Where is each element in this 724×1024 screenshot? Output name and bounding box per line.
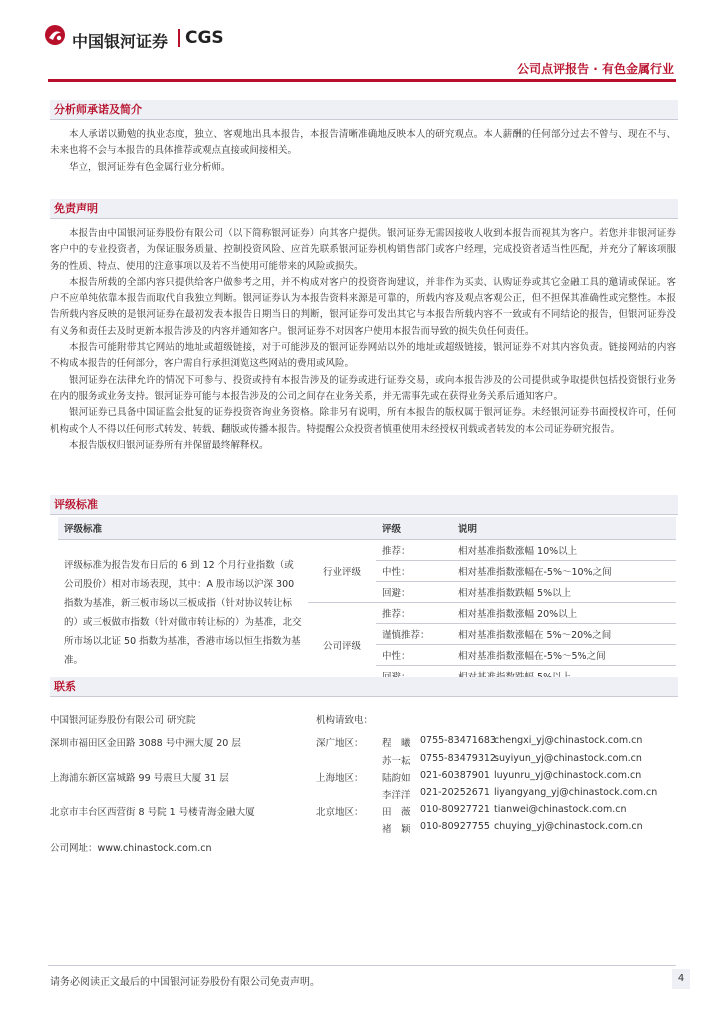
contact-email[interactable]: liyangyang_yj@chinastock.com.cn (494, 787, 658, 798)
contact-phone: 0755-83479312 (420, 753, 496, 764)
header-rule (48, 79, 676, 82)
rating-description: 评级标准为报告发布日后的 6 到 12 个月行业指数（或公司股价）相对市场表现，其中：A 股市场以沪深 300 指数为基准，新三板市场以三板成指（针对协议转让标的）或三板做市指数（针对做市转让标的）为基准，北交所市场以北证 50 指数为基准，香港市场以恒生指数为基准。 (64, 560, 302, 667)
disclaimer-paragraph: 本报告所载的全部内容只提供给客户做参考之用，并不构成对客户的投资咨询建议，并非作为买卖、认购证券或其它金融工具的邀请或保证。客户不应单纯依靠本报告而取代自我独立判断。银河证券认为本报告资料来源是可靠的，所载内容及观点客观公正，但不担保其准确性或完整性。本报告所载内容反映的是银河证券在最初发表本报告日期当日的判断，银河证券可发出其它与本报告所载内容不一致或有不同结论的报告，但银河证券没有义务和责任去及时更新本报告涉及的内容并通知客户。银河证券不对因客户使用本报告而导致的损失负任何责任。 (50, 276, 676, 337)
col-rating: 评级 (376, 517, 452, 540)
disclaimer-paragraph: 本报告由中国银河证券股份有限公司（以下简称银河证券）向其客户提供。银河证券无需因接收人收到本报告而视其为客户。若您并非银河证券客户中的专业投资者，为保证服务质量、控制投资风险、应首先联系银河证券机构销售部门或客户经理，完成投资者适当性匹配，并充分了解该项服务的性质、特点、使用的注意事项以及若不当使用可能带来的风险或损失。 (50, 228, 676, 272)
logo-text-en: CGS (185, 28, 224, 48)
region-shenzhen: 深广地区： (316, 738, 364, 749)
company-name: 中国银河证券股份有限公司 研究院 (50, 715, 196, 726)
sales-title: 机构请致电： (316, 715, 374, 726)
rating-desc: 相对基准指数涨幅在-5%～10%之间 (452, 561, 676, 582)
contact-phone: 021-60387901 (420, 770, 490, 781)
rating-level: 中性： (376, 645, 452, 666)
rating-level: 推荐： (376, 540, 452, 561)
section-heading-contact: 联系 (50, 677, 678, 697)
section-heading-rating: 评级标准 (50, 495, 678, 515)
analyst-text (50, 127, 676, 176)
disclaimer-text (50, 226, 676, 454)
disclaimer-paragraph: 本报告可能附带其它网站的地址或超级链接，对于可能涉及的银河证券网站以外的地址或超级链接，银河证券不对其内容负责。链接网站的内容不构成本报告的任何部分，客户需自行承担浏览这些网站的费用或风险。 (50, 342, 676, 370)
contact-phone: 010-80927721 (420, 804, 490, 815)
section-heading-analyst: 分析师承诺及简介 (50, 100, 678, 120)
region-beijing: 北京地区： (316, 807, 364, 818)
address-shenzhen: 深圳市福田区金田路 3088 号中洲大厦 20 层 (50, 738, 241, 749)
col-standard: 评级标准 (58, 517, 308, 540)
contact-name: 苏一耘 (382, 756, 411, 767)
logo-divider (178, 29, 180, 47)
table-row (58, 540, 676, 561)
footer-disclaimer: 请务必阅读正文最后的中国银河证券股份有限公司免责声明。 (50, 977, 320, 988)
address-beijing: 北京市丰台区西营街 8 号院 1 号楼青海金融大厦 (50, 807, 255, 818)
contact-email[interactable]: chuying_yj@chinastock.com.cn (494, 821, 643, 832)
rating-level: 谨慎推荐： (376, 624, 452, 645)
rating-desc: 相对基准指数跌幅 5%以上 (452, 582, 676, 603)
report-type: 公司点评报告 · 有色金属行业 (517, 62, 674, 76)
contact-phone: 0755-83471683 (420, 735, 496, 746)
contact-name: 田 薇 (382, 807, 411, 818)
contact-name: 陆韵如 (382, 773, 411, 784)
contact-phone: 010-80927755 (420, 821, 490, 832)
disclaimer-paragraph: 本报告版权归银河证券所有并保留最终解释权。 (69, 439, 269, 451)
logo-text-cn: 中国银河证券 (72, 32, 169, 51)
rating-desc: 相对基准指数涨幅 20%以上 (452, 603, 676, 624)
disclaimer-paragraph: 银河证券在法律允许的情况下可参与、投资或持有本报告涉及的证券或进行证券交易，或向本报告涉及的公司提供或争取提供包括投资银行业务在内的服务或业务支持。银河证券可能与本报告涉及的公司之间存在业务关系，并无需事先或在获得业务关系后通知客户。 (50, 374, 676, 402)
contact-name: 程 曦 (382, 738, 411, 749)
brand-logo-icon (44, 24, 66, 46)
contact-name: 李洋洋 (382, 790, 411, 801)
contact-email[interactable]: suyiyun_yj@chinastock.com.cn (494, 753, 642, 764)
rating-desc: 相对基准指数涨幅 10%以上 (452, 540, 676, 561)
region-shanghai: 上海地区： (316, 773, 364, 784)
category-company: 公司评级 (308, 603, 376, 687)
disclaimer-paragraph: 银河证券已具备中国证监会批复的证券投资咨询业务资格。除非另有说明，所有本报告的版权属于银河证券。未经银河证券书面授权许可，任何机构或个人不得以任何形式转发、转载、翻版或传播本报告。特提醒公众投资者慎重使用未经授权刊载或者转发的本公司证券研究报告。 (50, 407, 676, 435)
footer-rule (48, 965, 676, 966)
analyst-statement: 本人承诺以勤勉的执业态度，独立、客观地出具本报告，本报告清晰准确地反映本人的研究观点。本人薪酬的任何部分过去不曾与、现在不与、未来也将不会与本报告的具体推荐或观点直接或间接相关。 (50, 129, 676, 157)
rating-level: 中性： (376, 561, 452, 582)
category-industry: 行业评级 (308, 540, 376, 603)
rating-level: 回避： (376, 582, 452, 603)
contact-phone: 021-20252671 (420, 787, 490, 798)
col-category (308, 517, 376, 540)
page-number: 4 (672, 969, 690, 989)
analyst-bio: 华立，银河证券有色金属行业分析师。 (69, 161, 231, 173)
company-website[interactable]: 公司网址：www.chinastock.com.cn (50, 843, 212, 854)
rating-level: 推荐： (376, 603, 452, 624)
contact-email[interactable]: luyunru_yj@chinastock.com.cn (494, 770, 642, 781)
col-desc: 说明 (452, 517, 676, 540)
rating-table-header (58, 517, 676, 540)
contact-email[interactable]: tianwei@chinastock.com.cn (494, 804, 627, 815)
rating-desc: 相对基准指数涨幅在-5%～5%之间 (452, 645, 676, 666)
contact-name: 褚 颖 (382, 824, 411, 835)
address-shanghai: 上海浦东新区富城路 99 号震旦大厦 31 层 (50, 773, 229, 784)
contact-email[interactable]: chengxi_yj@chinastock.com.cn (494, 735, 643, 746)
rating-desc: 相对基准指数涨幅在 5%～20%之间 (452, 624, 676, 645)
section-heading-disclaimer: 免责声明 (50, 199, 678, 219)
rating-table (58, 517, 676, 687)
